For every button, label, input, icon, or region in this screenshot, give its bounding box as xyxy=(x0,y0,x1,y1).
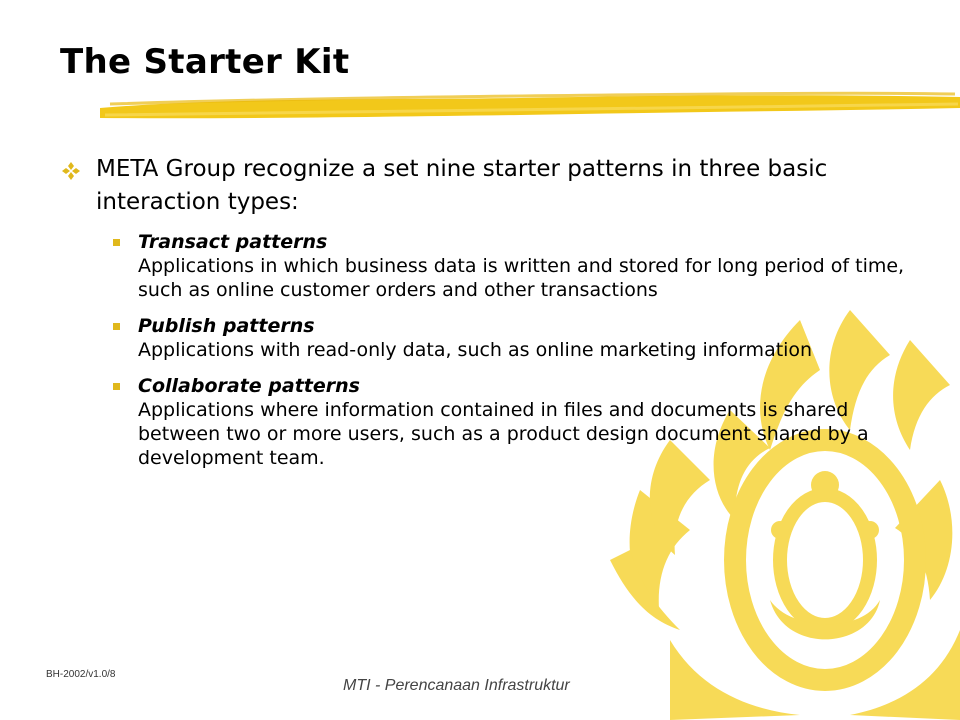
title-underline-brush xyxy=(100,84,960,126)
slide-content xyxy=(62,153,922,482)
sub-bullet-heading: Collaborate patterns xyxy=(138,375,360,397)
sub-bullet-heading: Publish patterns xyxy=(138,315,315,337)
square-bullet-icon xyxy=(113,383,120,390)
sub-bullet-transact xyxy=(62,230,922,302)
sub-bullet-publish xyxy=(62,314,922,362)
sub-bullet-description: Applications with read-only data, such as online marketing information xyxy=(138,339,813,361)
square-bullet-icon xyxy=(113,323,120,330)
sub-bullet-description: Applications where information contained in files and documents is shared between two or more users, such as a product design document shared by a development team. xyxy=(138,399,869,469)
course-footer: MTI - Perencanaan Infrastruktur xyxy=(343,677,570,694)
sub-bullet-heading: Transact patterns xyxy=(138,231,328,253)
bullet-main-text: META Group recognize a set nine starter patterns in three basic interaction types: xyxy=(96,156,828,215)
diamond-bullet-icon xyxy=(62,162,80,180)
slide-title: The Starter Kit xyxy=(60,42,350,82)
square-bullet-icon xyxy=(113,239,120,246)
sub-bullet-description: Applications in which business data is written and stored for long period of time, such as online customer orders and other transactions xyxy=(138,255,905,301)
bullet-main xyxy=(62,153,922,219)
slide-code: BH-2002/v1.0/8 xyxy=(46,669,116,680)
sub-bullet-collaborate xyxy=(62,374,922,470)
